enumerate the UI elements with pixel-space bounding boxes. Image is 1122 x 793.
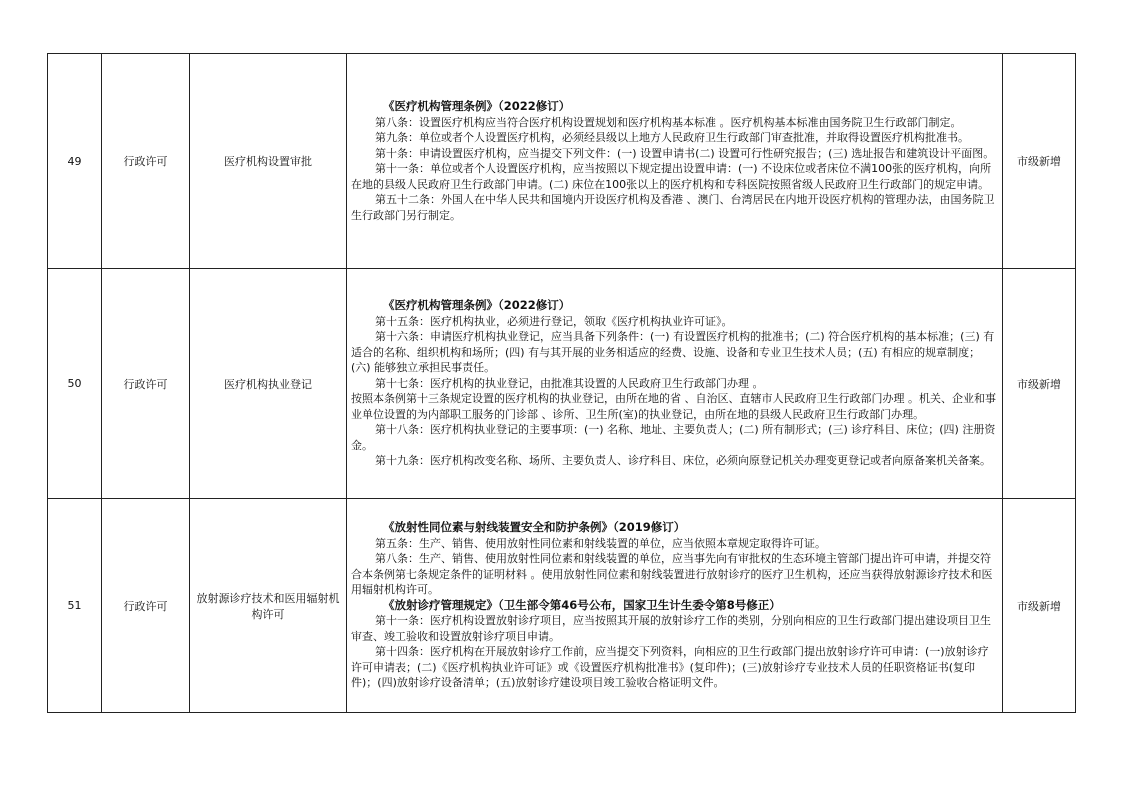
regulation-title: 《放射性同位素与射线装置安全和防护条例》（2019修订） (383, 520, 686, 535)
article-text: 第八条：设置医疗机构应当符合医疗机构设置规划和医疗机构基本标准 。医疗机构基本标准由国务院卫生行政部门制定。 (375, 115, 962, 129)
row-category: 行政许可 (102, 269, 190, 499)
article-text: 第十条：申请设置医疗机构，应当提交下列文件：(一) 设置申请书(二) 设置可行性研究报告；(三) 选址报告和建筑设计平面图。 (375, 146, 995, 160)
row-status: 市级新增 (1003, 499, 1076, 713)
row-status: 市级新增 (1003, 269, 1076, 499)
table-row (48, 54, 1076, 269)
row-item-name: 放射源诊疗技术和医用辐射机构许可 (190, 499, 347, 713)
article-text: 第九条：单位或者个人设置医疗机构，必须经县级以上地方人民政府卫生行政部门审查批准，并取得设置医疗机构批准书。 (375, 131, 969, 144)
row-item-name: 医疗机构执业登记 (190, 269, 347, 499)
permit-table (47, 53, 1076, 713)
regulation-title: 《放射诊疗管理规定》（卫生部令第46号公布，国家卫生计生委令第8号修正） (383, 597, 781, 612)
row-item-name: 医疗机构设置审批 (190, 54, 347, 269)
permit-table-body (48, 54, 1076, 713)
article-text: 按照本条例第十三条规定设置的医疗机构的执业登记，由所在地的省 、自治区、直辖市人民政府卫生行政部门办理 。机关、企业和事业单位设置的为内部职工服务的门诊部 、诊所、卫生所(室)的执业登记，由所在地的县级人民政府卫生行政部门办理。 (351, 392, 996, 421)
table-row (48, 499, 1076, 713)
article-text: 第十六条：申请医疗机构执业登记，应当具备下列条件：(一) 有设置医疗机构的批准书；(二) 符合医疗机构的基本标准；(三) 有适合的名称、组织机构和场所；(四) 有与其开展的业务相适应的经费、设施、设备和专业卫生技术人员；(五) 有相应的规章制度；(六) 能够独立承担民事责任。 (351, 330, 995, 375)
regulation-title: 《医疗机构管理条例》（2022修订） (383, 99, 571, 113)
table-row (48, 269, 1076, 499)
article-text: 第十八条：医疗机构执业登记的主要事项：(一) 名称、地址、主要负责人；(二) 所有制形式；(三) 诊疗科目、床位；(四) 注册资金。 (351, 423, 996, 452)
legal-basis-cell (347, 499, 1003, 713)
legal-basis-cell (347, 269, 1003, 499)
article-text: 第五十二条：外国人在中华人民共和国境内开设医疗机构及香港 、澳门、台湾居民在内地开设医疗机构的管理办法，由国务院卫生行政部门另行制定。 (351, 193, 995, 222)
article-text: 第十四条：医疗机构在开展放射诊疗工作前，应当提交下列资料，向相应的卫生行政部门提出放射诊疗许可申请：(一)放射诊疗许可申请表；(二)《医疗机构执业许可证》或《设置医疗机构批准书》(复印件)；(三)放射诊疗专业技术人员的任职资格证书(复印件)；(四)放射诊疗设备清单；(五)放射诊疗建设项目竣工验收合格证明文件。 (351, 645, 989, 690)
article-text: 第十一条：单位或者个人设置医疗机构，应当按照以下规定提出设置申请：(一) 不设床位或者床位不满100张的医疗机构，向所在地的县级人民政府卫生行政部门申请。(二) 床位在100张以上的医疗机构和专科医院按照省级人民政府卫生行政部门的规定申请。 (351, 162, 992, 191)
row-number: 49 (48, 54, 102, 269)
row-number: 50 (48, 269, 102, 499)
article-text: 第十九条：医疗机构改变名称、场所、主要负责人、诊疗科目、床位，必须向原登记机关办理变更登记或者向原备案机关备案。 (375, 454, 991, 468)
article-text: 第十一条：医疗机构设置放射诊疗项目，应当按照其开展的放射诊疗工作的类别，分别向相应的卫生行政部门提出建设项目卫生审查、竣工验收和设置放射诊疗项目申请。 (351, 614, 991, 643)
row-status: 市级新增 (1003, 54, 1076, 269)
legal-basis-cell (347, 54, 1003, 269)
article-text: 第十五条：医疗机构执业，必须进行登记，领取《医疗机构执业许可证》。 (375, 314, 733, 328)
row-number: 51 (48, 499, 102, 713)
article-text: 第十七条：医疗机构的执业登记，由批准其设置的人民政府卫生行政部门办理 。 (375, 376, 764, 390)
article-text: 第五条：生产、销售、使用放射性同位素和射线装置的单位，应当依照本章规定取得许可证。 (375, 536, 826, 550)
article-text: 第八条：生产、销售、使用放射性同位素和射线装置的单位，应当事先向有审批权的生态环境主管部门提出许可申请，并提交符合本条例第七条规定条件的证明材料 。使用放射性同位素和射线装置进行放射诊疗的医疗卫生机构，还应当获得放射源诊疗技术和医用辐射机构许可。 (351, 552, 993, 597)
row-category: 行政许可 (102, 499, 190, 713)
regulation-title: 《医疗机构管理条例》（2022修订） (383, 298, 571, 313)
row-category: 行政许可 (102, 54, 190, 269)
